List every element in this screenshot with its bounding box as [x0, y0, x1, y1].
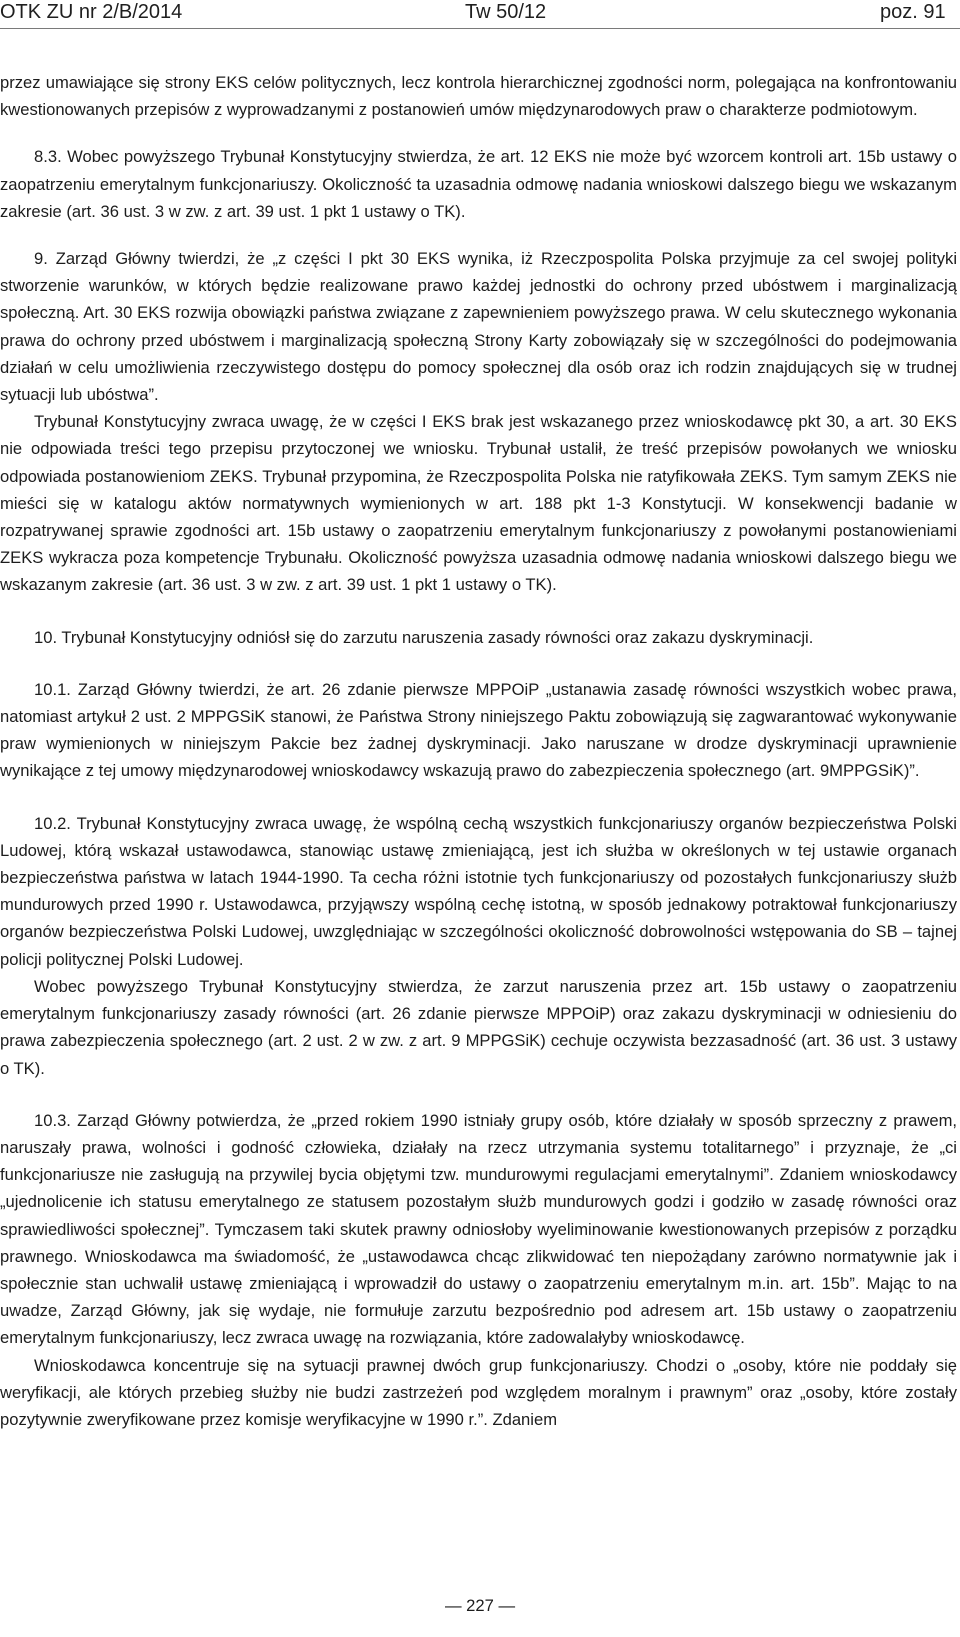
paragraph-10-1: 10.1. Zarząd Główny twierdzi, że art. 26 zdanie pierwsze MPPOiP „ustanawia zasadę równości wszystkich wobec prawa, natomiast artykuł 2 ust. 2 MPPGSiK stanowi, że Państwa Strony niniejszego Paktu zobowiązują się zagwarantować wykonywanie praw wymienionych w niniejszym Pakcie bez żadnej dyskryminacji. Jako naruszane w drodze dyskryminacji uprawnienie wynikające z tej umowy międzynarodowej wnioskodawcy wskazują prawo do zabezpieczenia społecznego (art. 9MPPGSiK)”.	[0, 679, 957, 781]
document-body	[0, 69, 957, 1433]
paragraph-10-2-conclusion: Wobec powyższego Trybunał Konstytucyjny stwierdza, że zarzut naruszenia przez art. 15b ustawy o zaopatrzeniu emerytalnym funkcjonariuszy zasady równości (art. 26 zdanie pierwsze MPPOiP) oraz zakazu dyskryminacji w odniesieniu do prawa zabezpieczenia społecznego (art. 2 ust. 2 w zw. z art. 9 MPPGSiK) cechuje oczywista bezzasadność (art. 36 ust. 3 ustawy o TK).	[0, 976, 957, 1078]
page-header	[0, 0, 960, 29]
position-number: poz. 91	[880, 1, 946, 23]
paragraph-10: 10. Trybunał Konstytucyjny odniósł się do zarzutu naruszenia zasady równości oraz zakazu dyskryminacji.	[34, 627, 814, 647]
page-number: — 227 —	[444, 1596, 516, 1615]
case-number: Tw 50/12	[465, 1, 547, 23]
paragraph-9-tribunal: Trybunał Konstytucyjny zwraca uwagę, że w części I EKS brak jest wskazanego przez wnioskodawcę pkt 30, a art. 30 EKS nie odpowiada treści tego przepisu przytoczonej we wniosku. Trybunał ustalił, że treść przepisów powołanych we wniosku odpowiada postanowieniom ZEKS. Trybunał przypomina, że Rzeczpospolita Polska nie ratyfikowała ZEKS. Tym samym ZEKS nie mieści się w katalogu aktów normatywnych wymienionych w art. 188 pkt 1-3 Konstytucji. W konsekwencji badanie w rozpatrywanej sprawie zgodności art. 15b ustawy o zaopatrzeniu emerytalnym funkcjonariuszy z powołanymi postanowieniami ZEKS wykracza poza kompetencje Trybunału. Okoliczność powyższa uzasadnia odmowę nadania wnioskowi dalszego biegu we wskazanym zakresie (art. 36 ust. 3 w zw. z art. 39 ust. 1 pkt 1 ustawy o TK).	[0, 412, 957, 595]
paragraph-10-2: 10.2. Trybunał Konstytucyjny zwraca uwagę, że wspólną cechą wszystkich funkcjonariuszy organów bezpieczeństwa Polski Ludowej, którą wskazał ustawodawca, stanowiąc ustawę zmieniającą, jest ich służba w określonych w tej ustawie organach bezpieczeństwa państwa w latach 1944-1990. Ta cecha różni istotnie tych funkcjonariuszy od pozostałych funkcjonariuszy służb mundurowych przed 1990 r. Ustawodawca, przyjąwszy wspólną cechę istotną, w sposób jednakowy potraktował funkcjonariuszy organów bezpieczeństwa Polski Ludowej, uwzględniając w szczególności okoliczność dobrowolności wstępowania do SB – tajnej policji politycznej Polski Ludowej.	[0, 813, 957, 969]
paragraph-9: 9. Zarząd Główny twierdzi, że „z części I pkt 30 EKS wynika, iż Rzeczpospolita Polska przyjmuje za cel swojej polityki stworzenie warunków, w których będzie realizowane prawo każdej jednostki do ochrony przed ubóstwem i marginalizacją społeczną. Art. 30 EKS rozwija obowiązki państwa związane z zapewnieniem powyższego prawa. W celu skutecznego wykonania prawa do ochrony przed ubóstwem i marginalizacją społeczną Strony Karty zobowiązały się w szczególności do podejmowania działań w celu umożliwienia rzeczywistego dostępu do pomocy społecznej dla osób oraz ich rodzin znajdujących się w trudnej sytuacji lub ubóstwa”.	[0, 249, 957, 405]
paragraph-10-3: 10.3. Zarząd Główny potwierdza, że „przed rokiem 1990 istniały grupy osób, które działały w sposób sprzeczny z prawem, naruszały prawa, wolności i godność człowieka, działały na rzecz utrzymania systemu totalitarnego” i przyznaje, że „ci funkcjonariusze nie zasługują na przywilej bycia objętymi tzw. mundurowymi regulacjami emerytalnymi”. Zdaniem wnioskodawcy „ujednolicenie ich statusu emerytalnego ze statusem pozostałym służb mundurowych godzi i godziło w zasadę równości oraz sprawiedliwości społecznej”. Tymczasem taki skutek prawny odniosłoby wyeliminowanie kwestionowanych przepisów z porządku prawnego. Wnioskodawca ma świadomość, że „ustawodawca chcąc zlikwidować ten niepożądany zarówno normatywnie jak i społecznie stan uchwalił ustawę zmieniającą i wprowadził do ustawy o zaopatrzeniu emerytalnym m.in. art. 15b”. Mając to na uwadze, Zarząd Główny, jak się wydaje, nie formułuje zarzutu bezpośrednio pod adresem art. 15b ustawy o zaopatrzeniu emerytalnym funkcjonariuszy, lecz zwraca uwagę na rozwiązania, które zadowalałyby wnioskodawcę.	[0, 1110, 957, 1348]
paragraph-continuation: przez umawiające się strony EKS celów politycznych, lecz kontrola hierarchicznej zgodności norm, polegająca na konfrontowaniu kwestionowanych przepisów z wyprowadzanymi z postanowień umów międzynarodowych praw o charakterze podmiotowym.	[0, 73, 957, 120]
journal-reference: OTK ZU nr 2/B/2014	[0, 1, 183, 23]
paragraph-10-3-continued: Wnioskodawca koncentruje się na sytuacji prawnej dwóch grup funkcjonariuszy. Chodzi o „osoby, które nie poddały się weryfikacji, ale których przebieg służby nie budzi zastrzeżeń pod względem moralnym i prawnym” oraz „osoby, które zostały pozytywnie zweryfikowane przez komisje weryfikacyjne w 1990 r.”. Zdaniem	[0, 1355, 957, 1429]
paragraph-8-3: 8.3. Wobec powyższego Trybunał Konstytucyjny stwierdza, że art. 12 EKS nie może być wzorcem kontroli art. 15b ustawy o zaopatrzeniu emerytalnym funkcjonariuszy. Okoliczność ta uzasadnia odmowę nadania wnioskowi dalszego biegu we wskazanym zakresie (art. 36 ust. 3 w zw. z art. 39 ust. 1 pkt 1 ustawy o TK).	[0, 147, 957, 221]
